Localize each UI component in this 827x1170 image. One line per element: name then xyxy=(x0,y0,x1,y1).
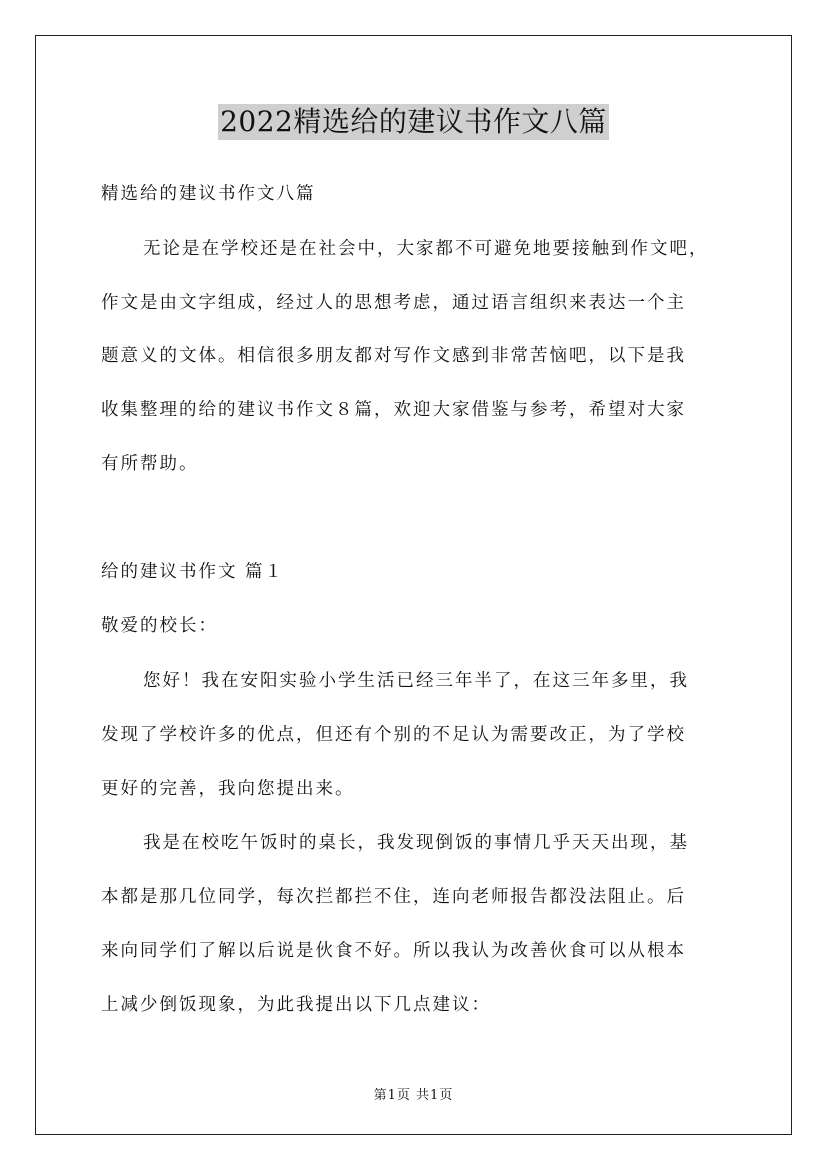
intro-line-2: 作文是由文字组成，经过人的思想考虑，通过语言组织来表达一个主 xyxy=(101,293,686,313)
document-title-wrapper xyxy=(0,104,827,144)
para2-line-4: 上减少倒饭现象，为此我提出以下几点建议： xyxy=(101,995,491,1015)
intro-line-5: 有所帮助。 xyxy=(101,454,199,474)
document-title: 2022精选给的建议书作文八篇 xyxy=(220,105,607,138)
para2-line-2: 本都是那几位同学，每次拦都拦不住，连向老师报告都没法阻止。后 xyxy=(101,887,686,907)
intro-line-3: 题意义的文体。相信很多朋友都对写作文感到非常苦恼吧，以下是我 xyxy=(101,346,686,366)
para2-line-3: 来向同学们了解以后说是伙食不好。所以我认为改善伙食可以从根本 xyxy=(101,941,686,961)
salutation: 敬爱的校长： xyxy=(101,616,218,636)
para1-line-2: 发现了学校许多的优点，但还有个别的不足认为需要改正，为了学校 xyxy=(101,725,686,745)
page-number: 第1页 共1页 xyxy=(373,1088,454,1103)
subtitle: 精选给的建议书作文八篇 xyxy=(101,184,316,204)
intro-line-4: 收集整理的给的建议书作文８篇，欢迎大家借鉴与参考，希望对大家 xyxy=(101,400,686,420)
para1-line-3: 更好的完善，我向您提出来。 xyxy=(101,779,355,799)
para2-line-1: 我是在校吃午饭时的桌长，我发现倒饭的事情几乎天天出现，基 xyxy=(143,833,689,853)
intro-line-1: 无论是在学校还是在社会中，大家都不可避免地要接触到作文吧， xyxy=(143,239,709,259)
para1-line-1: 您好！我在安阳实验小学生活已经三年半了，在这三年多里，我 xyxy=(143,671,689,691)
section-heading: 给的建议书作文 篇１ xyxy=(101,562,285,582)
